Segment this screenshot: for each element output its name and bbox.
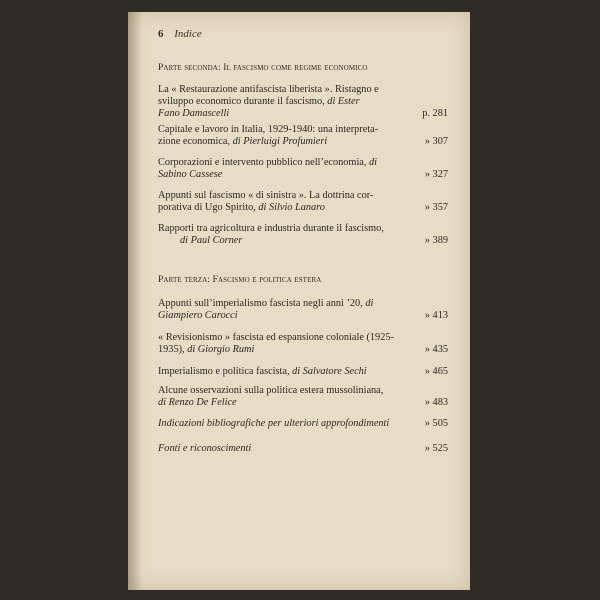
page-reference: » 327 xyxy=(424,169,448,180)
toc-entry: Alcune osservazioni sulla politica estera mussoliniana, di Renzo De Felice » 483 xyxy=(158,385,448,408)
toc-entry: Appunti sull’imperialismo fascista negli anni ’20, di Giampiero Carocci » 413 xyxy=(158,298,448,321)
book-page xyxy=(128,12,470,590)
toc-entry: Capitale e lavoro in Italia, 1929-1940: una interpreta- zione economica, di Pierluigi Profumieri » 307 xyxy=(158,124,448,147)
page-reference: » 435 xyxy=(424,344,448,355)
part-three-title: Parte terza: Fascismo e politica estera xyxy=(158,274,322,285)
page-header xyxy=(158,28,202,40)
toc-entry: Imperialismo e politica fascista, di Salvatore Sechi » 465 xyxy=(158,366,448,377)
toc-entry: La « Restaurazione antifascista liberista ». Ristagno e sviluppo economico durante il fascismo, di Ester Fano Damascelli p. 281 xyxy=(158,84,448,119)
page-reference: » 505 xyxy=(424,418,448,429)
part-two-title: Parte seconda: Il fascismo come regime economico xyxy=(158,62,368,73)
toc-entry: Rapporti tra agricoltura e industria durante il fascismo, di Paul Corner » 389 xyxy=(158,223,448,246)
page-reference: » 483 xyxy=(424,397,448,408)
page-reference: » 357 xyxy=(424,202,448,213)
page-reference: » 525 xyxy=(424,443,448,454)
toc-entry: « Revisionismo » fascista ed espansione coloniale (1925- 1935), di Giorgio Rumi » 435 xyxy=(158,332,448,355)
page-number: 6 xyxy=(158,28,164,40)
page-spine-shadow xyxy=(128,12,142,590)
page-reference: » 307 xyxy=(424,136,448,147)
toc-entry-bibliography: Indicazioni bibliografiche per ulteriori approfondimenti » 505 xyxy=(158,418,448,429)
toc-entry: Appunti sul fascismo « di sinistra ». La dottrina cor- porativa di Ugo Spirito, di Silvio Lanaro » 357 xyxy=(158,190,448,213)
toc-entry: Corporazioni e intervento pubblico nell’economia, di Sabino Cassese » 327 xyxy=(158,157,448,180)
page-reference: » 389 xyxy=(424,235,448,246)
page-reference: » 465 xyxy=(424,366,448,377)
page-reference: p. 281 xyxy=(422,108,448,119)
toc-entry-sources: Fonti e riconoscimenti » 525 xyxy=(158,443,448,454)
header-title: Indice xyxy=(174,28,202,40)
page-reference: » 413 xyxy=(424,310,448,321)
